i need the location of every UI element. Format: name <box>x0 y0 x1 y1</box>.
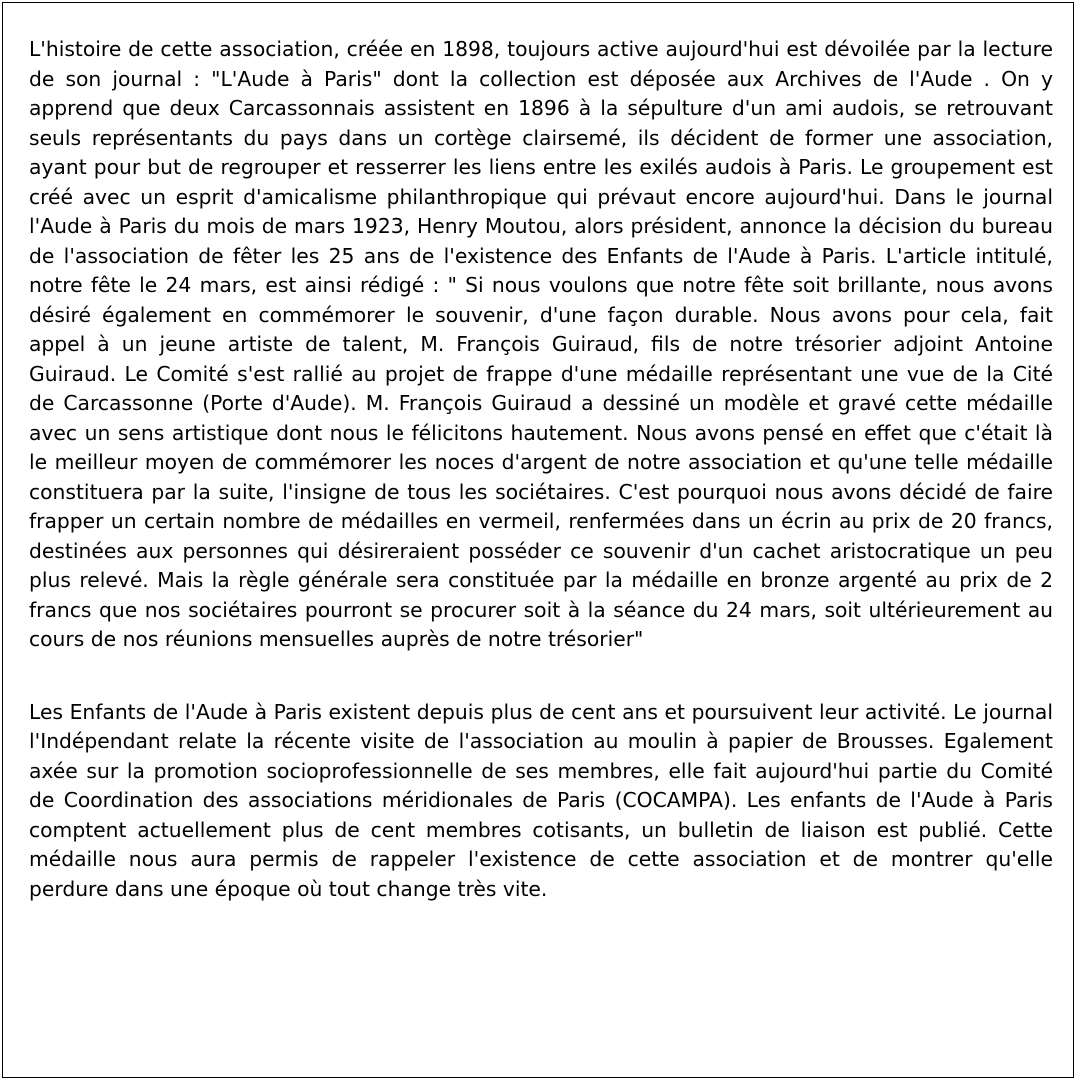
paragraph-present: Les Enfants de l'Aude à Paris existent depuis plus de cent ans et poursuivent leur activité. Le journal l'Indépendant relate la récente visite de l'association au moulin à papier de Brousses. Egalement axée sur la promotion socioprofessionnelle de ses membres, elle fait aujourd'hui partie du Comité de Coordination des associations méridionales de Paris (COCAMPA). Les enfants de l'Aude à Paris comptent actuellement plus de cent membres cotisants, un bulletin de liaison est publié. Cette médaille nous aura permis de rappeler l'existence de cette association et de montrer qu'elle perdure dans une époque où tout change très vite. <box>29 699 1053 901</box>
text-frame <box>2 2 1074 1078</box>
paragraph-history: L'histoire de cette association, créée en 1898, toujours active aujourd'hui est dévoilée par la lecture de son journal : "L'Aude à Paris" dont la collection est déposée aux Archives de l'Aude . On y apprend que deux Carcassonnais assistent en 1896 à la sépulture d'un ami audois, se retrouvant seuls représentants du pays dans un cortège clairsemé, ils décident de former une association, ayant pour but de regrouper et resserrer les liens entre les exilés audois à Paris. Le groupement est créé avec un esprit d'amicalisme philanthropique qui prévaut encore aujourd'hui. Dans le journal l'Aude à Paris du mois de mars 1923, Henry Moutou, alors président, annonce la décision du bureau de l'association de fêter les 25 ans de l'existence des Enfants de l'Aude à Paris. L'article intitulé, notre fête le 24 mars, est ainsi rédigé : " Si nous voulons que notre fête soit brillante, nous avons désiré également en commémorer le souvenir, d'une façon durable. Nous avons pour cela, fait appel à un jeune artiste de talent, M. François Guiraud, fils de notre trésorier adjoint Antoine Guiraud. Le Comité s'est rallié au projet de frappe d'une médaille représentant une vue de la Cité de Carcassonne (Porte d'Aude). M. François Guiraud a dessiné un modèle et gravé cette médaille avec un sens artistique dont nous le félicitons hautement. Nous avons pensé en effet que c'était là le meilleur moyen de commémorer les noces d'argent de notre association et qu'une telle médaille constituera par la suite, l'insigne de tous les sociétaires. C'est pourquoi nous avons décidé de faire frapper un certain nombre de médailles en vermeil, renfermées dans un écrin au prix de 20 francs, destinées aux personnes qui désireraient posséder ce souvenir d'un cachet aristocratique un peu plus relevé. Mais la règle générale sera constituée par la médaille en bronze argenté au prix de 2 francs que nos sociétaires pourront se procurer soit à la séance du 24 mars, soit ultérieurement au cours de nos réunions mensuelles auprès de notre trésorier" <box>29 37 1053 651</box>
document-body <box>29 35 1053 904</box>
